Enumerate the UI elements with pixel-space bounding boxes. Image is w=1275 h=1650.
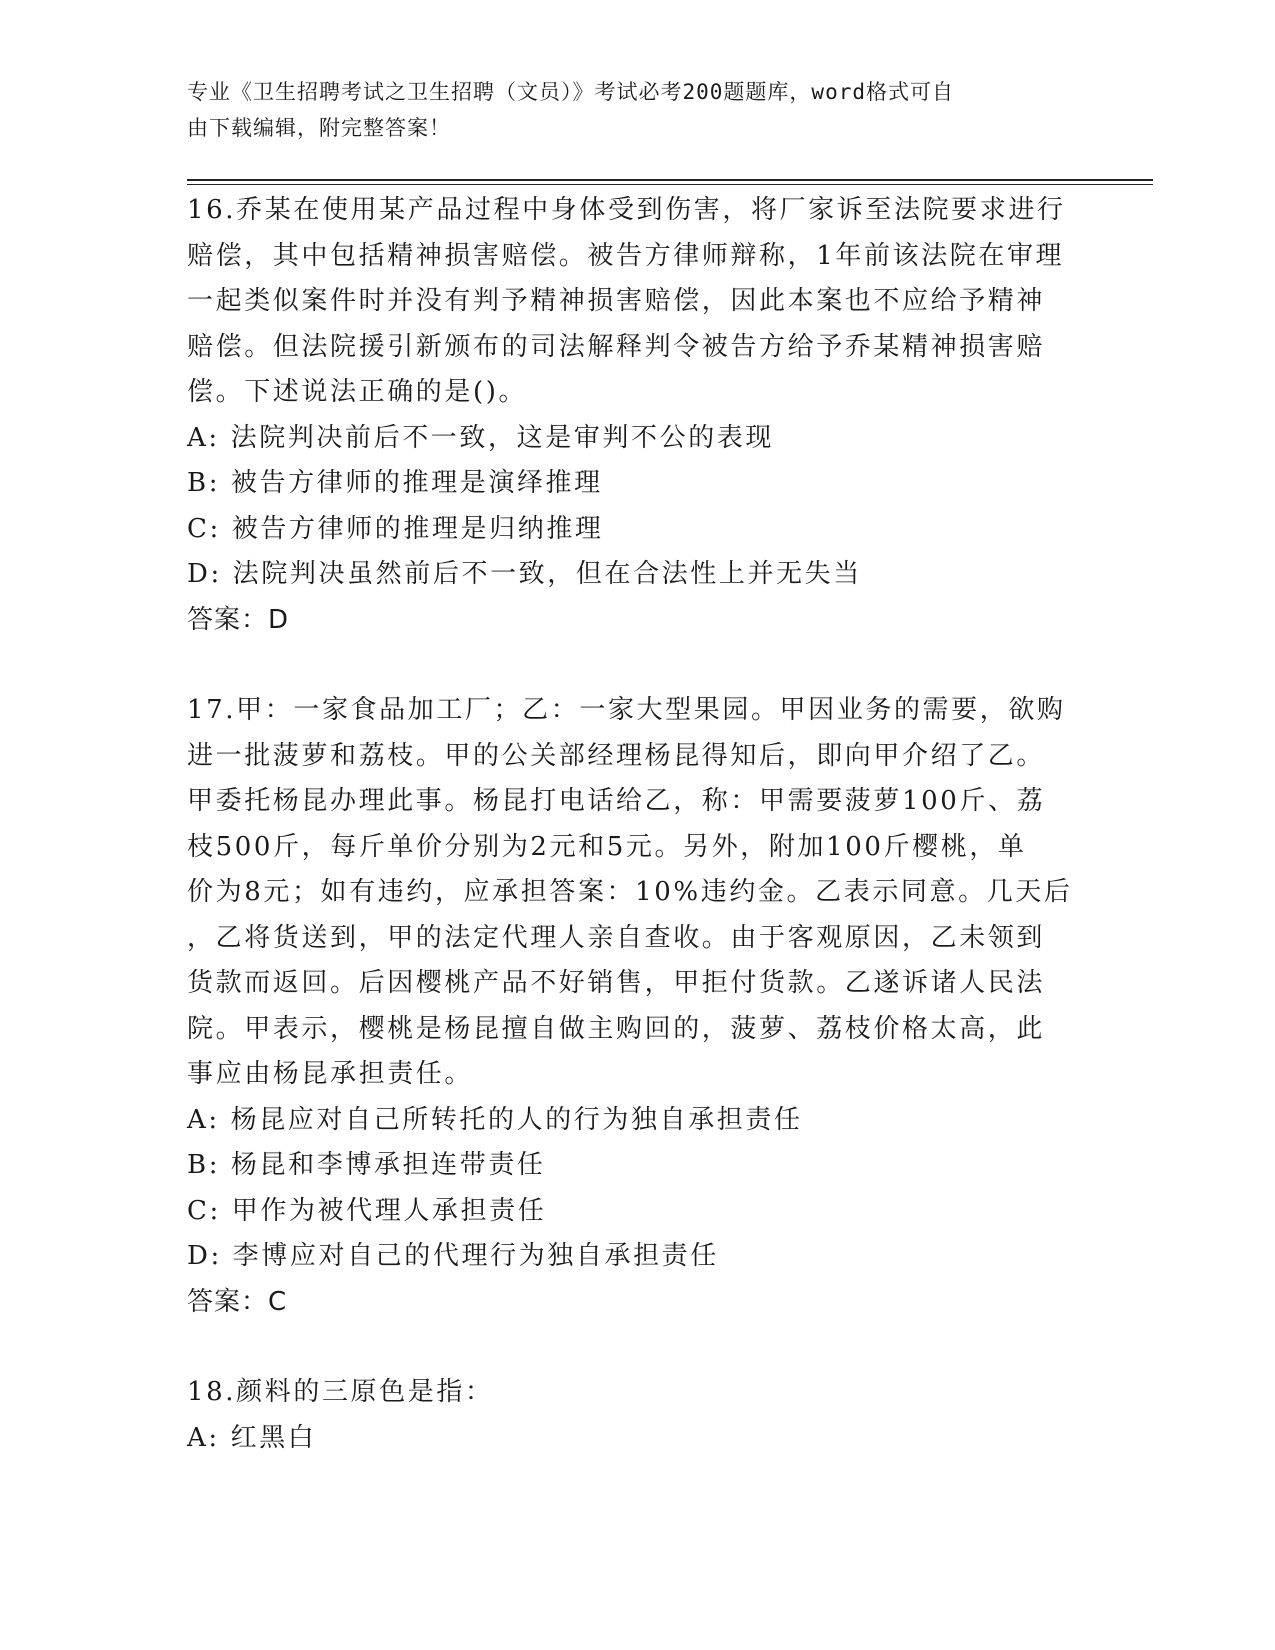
option-d: D: 李博应对自己的代理行为独自承担责任 <box>187 1241 719 1271</box>
question-stem-line: 17.甲：一家食品加工厂；乙：一家大型果园。甲因业务的需要，欲购 <box>187 695 1066 725</box>
header-divider-thin <box>187 184 1153 185</box>
question-stem-line: 赔偿。但法院援引新颁布的司法解释判令被告方给予乔某精神损害赔 <box>187 331 1046 362</box>
question-stem-line: 偿。下述说法正确的是()。 <box>187 377 528 407</box>
header-line-1: 专业《卫生招聘考试之卫生招聘（文员）》考试必考200题题库，word格式可自 <box>187 80 954 104</box>
question-stem-line: 16.乔某在使用某产品过程中身体受到伤害，将厂家诉至法院要求进行 <box>187 195 1066 225</box>
header-divider-thick <box>187 179 1153 181</box>
question-stem-line: 赔偿，其中包括精神损害赔偿。被告方律师辩称，1年前该法院在审理 <box>187 240 1065 271</box>
spacer <box>187 1325 1087 1370</box>
question-stem-line: 一起类似案件时并没有判予精神损害赔偿，因此本案也不应给予精神 <box>187 286 1046 316</box>
question-16 <box>187 188 1087 643</box>
option-a: A: 红黑白 <box>187 1422 317 1453</box>
question-stem-line: 枝500斤，每斤单价分别为2元和5元。另外，附加100斤樱桃，单 <box>187 831 1027 862</box>
spacer <box>187 643 1087 688</box>
answer-line: 答案：C <box>187 1286 288 1317</box>
question-stem-line: 18.颜料的三原色是指： <box>187 1377 494 1407</box>
question-stem-line: ，乙将货送到，甲的法定代理人亲自查收。由于客观原因，乙未领到 <box>187 922 1046 953</box>
option-d: D: 法院判决虽然前后不一致，但在合法性上并无失当 <box>187 559 862 589</box>
question-stem-line: 价为8元；如有违约，应承担答案：10%违约金。乙表示同意。几天后 <box>187 877 1073 907</box>
question-17 <box>187 688 1087 1325</box>
question-stem-line: 院。甲表示，樱桃是杨昆擅自做主购回的，菠萝、荔枝价格太高，此 <box>187 1013 1046 1044</box>
question-stem-line: 货款而返回。后因樱桃产品不好销售，甲拒付货款。乙遂诉诸人民法 <box>187 968 1046 998</box>
header-line-2: 由下载编辑，附完整答案！ <box>187 116 451 140</box>
option-c: C: 被告方律师的推理是归纳推理 <box>187 513 604 544</box>
document-header <box>187 74 1067 146</box>
option-a: A: 法院判决前后不一致，这是审判不公的表现 <box>187 422 775 453</box>
question-stem-line: 进一批菠萝和荔枝。甲的公关部经理杨昆得知后，即向甲介绍了乙。 <box>187 740 1046 771</box>
question-list <box>187 188 1087 1461</box>
question-18 <box>187 1370 1087 1461</box>
question-stem-line: 甲委托杨昆办理此事。杨昆打电话给乙，称：甲需要菠萝100斤、荔 <box>187 786 1046 816</box>
question-stem-line: 事应由杨昆承担责任。 <box>187 1059 474 1089</box>
option-c: C: 甲作为被代理人承担责任 <box>187 1195 547 1226</box>
option-b: B: 杨昆和李博承担连带责任 <box>187 1150 546 1180</box>
option-b: B: 被告方律师的推理是演绎推理 <box>187 468 603 498</box>
option-a: A: 杨昆应对自己所转托的人的行为独自承担责任 <box>187 1104 803 1135</box>
answer-line: 答案：D <box>187 604 290 635</box>
